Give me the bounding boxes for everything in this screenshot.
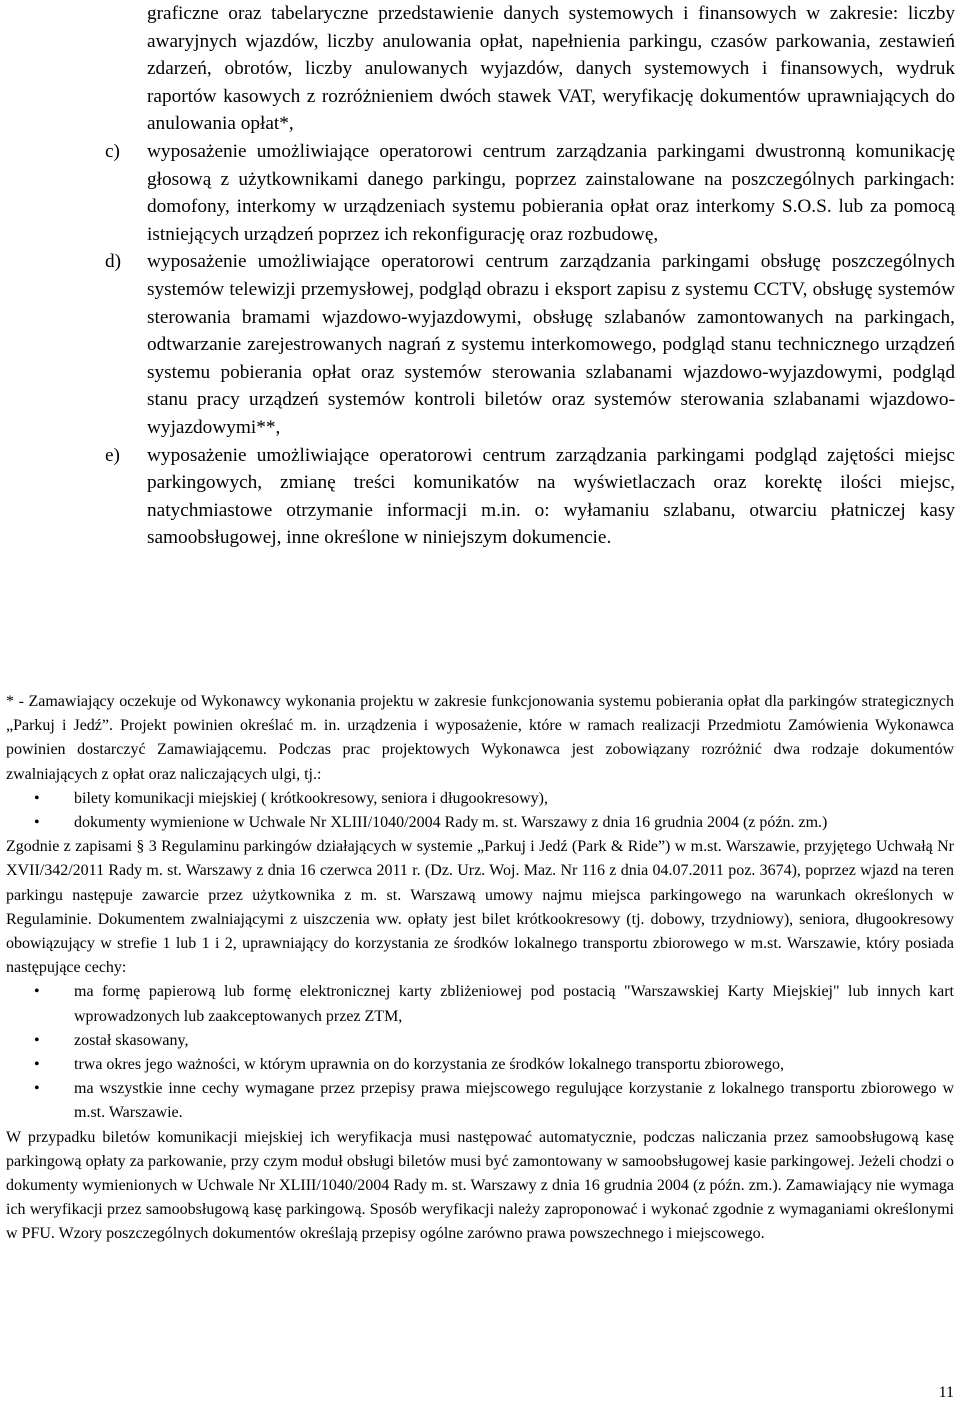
list-item-e bbox=[105, 442, 955, 552]
ticket-feature-text: ma wszystkie inne cechy wymagane przez przepisy prawa miejscowego regulujące korzystanie z lokalnego transportu zbiorowego w m.st. Warszawie. bbox=[74, 1080, 954, 1122]
list-item-marker-e: e) bbox=[105, 444, 120, 466]
document-types-list bbox=[6, 787, 954, 835]
list-item-c bbox=[105, 138, 955, 248]
bullet-icon: • bbox=[34, 1031, 40, 1049]
footnote-section bbox=[6, 690, 954, 1247]
enumerated-requirements-list bbox=[105, 0, 955, 552]
document-type-text: dokumenty wymienione w Uchwale Nr XLIII/1040/2004 Rady m. st. Warszawy z dnia 16 grudnia 2004 (z późn. zm.) bbox=[74, 814, 828, 832]
page-number: 11 bbox=[938, 1384, 954, 1401]
list-item-text: graficzne oraz tabelaryczne przedstawienie danych systemowych i finansowych w zakresie: liczby awaryjnych wjazdów, liczby anulowania opłat, napełnienia parkingu, czasów parkowania, zestawień zdarzeń, obrotów, liczby anulowanych wyjazdów, danych systemowych i finansowych, wydruk raportów kasowych z rozróżnieniem dwóch stawek VAT, weryfikację dokumentów uprawniających do anulowania opłat*, bbox=[147, 3, 955, 135]
list-item-marker-d: d) bbox=[105, 251, 122, 273]
ticket-feature-item bbox=[6, 1029, 954, 1053]
ticket-feature-item bbox=[6, 1053, 954, 1077]
ticket-features-list bbox=[6, 980, 954, 1125]
bullet-icon: • bbox=[34, 789, 40, 807]
list-item-marker-c: c) bbox=[105, 140, 120, 162]
footnote-intro: * - Zamawiający oczekuje od Wykonawcy wykonania projektu w zakresie funkcjonowania systemu pobierania opłat dla parkingów strategicznych „Parkuj i Jedź”. Projekt powinien określać m. in. urządzenia i wyposażenie, które w ramach realizacji Przedmiotu Zamówienia Wykonawca powinien dostarczyć Zamawiającemu. Podczas prac projektowych Wykonawca jest zobowiązany rozróżnić dwa rodzaje dokumentów zwalniających z opłat oraz naliczających ulgi, tj.: bbox=[6, 693, 954, 783]
list-item-text-d: wyposażenie umożliwiające operatorowi centrum zarządzania parkingami obsługę poszczególnych systemów telewizji przemysłowej, podgląd obrazu i eksport zapisu z systemu CCTV, obsługę systemów sterowania bramami wjazdowo-wyjazdowymi, obsługę szlabanów zamontowanych na parkingach, odtwarzanie zarejestrowanych nagrań z systemu interkomowego, podgląd stanu technicznego urządzeń systemu pobierania opłat oraz systemów sterowania szlabanami wjazdowo-wyjazdowymi, podgląd stanu pracy urządzeń systemów kontroli biletów oraz systemów sterowania szlabanami wjazdowo-wyjazdowymi**, bbox=[147, 251, 955, 438]
regulation-paragraph: Zgodnie z zapisami § 3 Regulaminu parkingów działających w systemie „Parkuj i Jedź (Park & Ride”) w m.st. Warszawie, przyjętego Uchwałą Nr XVII/342/2011 Rady m. st. Warszawy z dnia 16 czerwca 2011 r. (Dz. Urz. Woj. Maz. Nr 116 z dnia 04.07.2011 poz. 3674), poprzez wjazd na teren parkingu następuje zawarcie przez użytkownika z m. st. Warszawą umowy najmu miejsca parkingowego na warunkach określonych w Regulaminie. Dokumentem zwalniającymi z uiszczenia ww. opłaty jest bilet krótkookresowy (tj. dobowy, trzydniowy), seniora, długookresowy obowiązujący w strefie 1 lub 1 i 2, uprawniający do korzystania ze środków lokalnego transportu zbiorowego w m.st. Warszawie, który posiada następujące cechy: bbox=[6, 838, 954, 977]
verification-paragraph: W przypadku biletów komunikacji miejskiej ich weryfikacja musi następować automatycznie, podczas naliczania przez samoobsługową kasę parkingową opłaty za parkowanie, przy czym moduł obsługi biletów musi być zamontowany w samoobsługowej kasie parkingowej. Jeżeli chodzi o dokumenty wymienionych w Uchwale Nr XLIII/1040/2004 Rady m. st. Warszawy z dnia 16 grudnia 2004 (z późn. zm.). Zamawiający nie wymaga ich weryfikacji przez samoobsługową kasę parkingową. Sposób weryfikacji należy zaproponować i wykonać zgodnie z wymaganiami określonymi w PFU. Wzory poszczególnych dokumentów określają przepisy ogólne zarówno prawa powszechnego i miejscowego. bbox=[6, 1128, 954, 1243]
list-item-text-e: wyposażenie umożliwiające operatorowi centrum zarządzania parkingami podgląd zajętości miejsc parkingowych, zmianę treści komunikatów na wyświetlaczach oraz korektę ilości miejsc, natychmiastowe otrzymanie informacji m.in. o: wyłamaniu szlabanu, otwarciu płatniczej kasy samoobsługowej, inne określone w niniejszym dokumencie. bbox=[147, 444, 955, 549]
ticket-feature-text: trwa okres jego ważności, w którym uprawnia on do korzystania ze środków lokalnego transportu zbiorowego, bbox=[74, 1056, 785, 1074]
ticket-feature-item bbox=[6, 980, 954, 1028]
list-item-d bbox=[105, 248, 955, 441]
bullet-icon: • bbox=[34, 983, 40, 1001]
bullet-icon: • bbox=[34, 1080, 40, 1098]
document-type-item bbox=[6, 811, 954, 835]
list-item-text-c: wyposażenie umożliwiające operatorowi centrum zarządzania parkingami dwustronną komunikację głosową z użytkownikami danego parkingu, poprzez zainstalowane na poszczególnych parkingach: domofony, interkomy w urządzeniach systemu pobierania opłat oraz interkomy S.O.S. lub za pomocą istniejących urządzeń poprzez ich rekonfigurację oraz rozbudowę, bbox=[147, 140, 955, 245]
bullet-icon: • bbox=[34, 1056, 40, 1074]
document-type-text: bilety komunikacji miejskiej ( krótkookresowy, seniora i długookresowy), bbox=[74, 789, 548, 807]
document-type-item bbox=[6, 787, 954, 811]
ticket-feature-text: ma formę papierową lub formę elektronicznej karty zbliżeniowej pod postacią "Warszawskiej Karty Miejskiej" lub innych kart wprowadzonych lub zaakceptowanych przez ZTM, bbox=[74, 983, 954, 1025]
list-item-continuation bbox=[105, 0, 955, 138]
ticket-feature-item bbox=[6, 1077, 954, 1125]
bullet-icon: • bbox=[34, 814, 40, 832]
ticket-feature-text: został skasowany, bbox=[74, 1031, 189, 1049]
